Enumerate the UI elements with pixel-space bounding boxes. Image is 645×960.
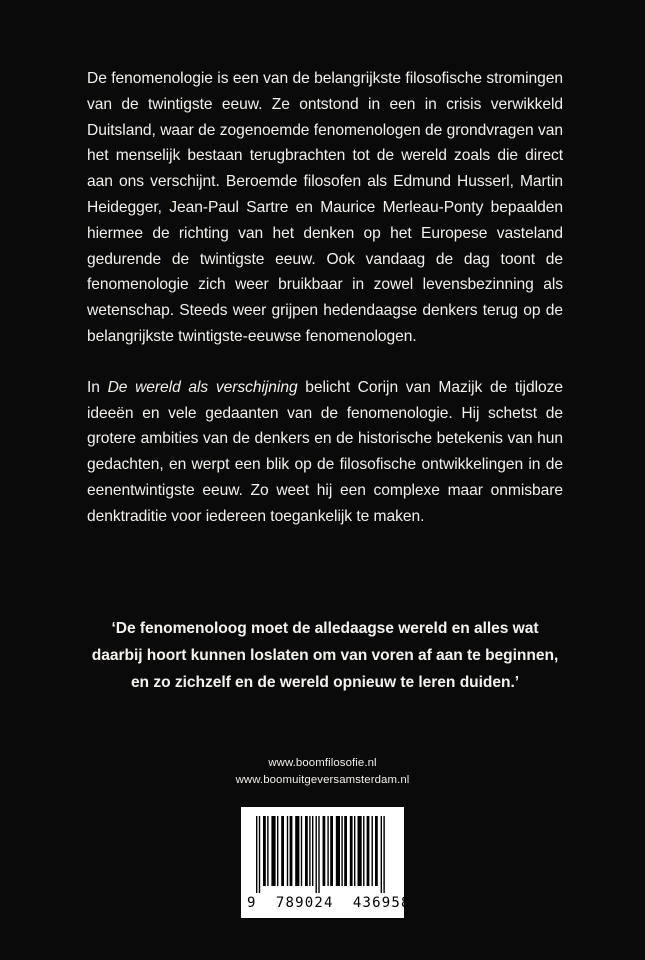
blurb-paragraph-1: De fenomenologie is een van de belangrijkste filosofische stromingen van de twintigste eeuw. Ze ontstond in een in crisis verwikkeld Duitsland, waar de zogenoemde fenomenologen de grondvragen van het menselijk bestaan terugbrachten tot de wereld zoals die direct aan ons verschijnt. Beroemde filosofen als Edmund Husserl, Martin Heidegger, Jean-Paul Sartre en Maurice Merleau-Ponty bepaalden hiermee de richting van het denken op het Europese vasteland gedurende de twintigste eeuw. Ook vandaag de dag toont de fenomenologie zich weer bruikbaar in zowel levensbezinning als wetenschap. Steeds weer grijpen hedendaagse denkers terug op de belangrijkste twintigste-eeuwse fenomenologen. [87, 70, 563, 345]
pull-quote-block [87, 615, 563, 696]
book-title-italic: De wereld als verschijning [107, 378, 298, 396]
publisher-url-boomuitgevers[interactable]: www.boomuitgeversamsterdam.nl [235, 773, 410, 786]
paragraph-2-rest: belicht Corijn van Mazijk de tijdloze ideeën en vele gedaanten van de fenomenologie. Hij schetst de grotere ambities van de denkers en de historische betekenis van hun gedachten, en werpt een blik op de filosofische ontwikkelingen in de eenentwintigste eeuw. Zo weet hij een complexe maar onmisbare denktraditie voor iedereen toegankelijk te maken. [87, 378, 563, 525]
pull-quote-text: ‘De fenomenoloog moet de alledaagse wereld en alles wat daarbij hoort kunnen loslaten om van voren af aan te beginnen, en zo zichzelf en de wereld opnieuw te leren duiden.’ [91, 620, 559, 691]
blurb-paragraph-2 [87, 375, 563, 530]
barcode-digits: 9 789024 436958 [247, 895, 411, 911]
barcode-area [241, 807, 411, 918]
blurb-text-block [87, 66, 563, 530]
barcode-bars [256, 816, 389, 893]
publisher-urls [0, 755, 645, 788]
publisher-url-boomfilosofie[interactable]: www.boomfilosofie.nl [268, 757, 377, 769]
paragraph-2-lead: In [87, 378, 108, 396]
